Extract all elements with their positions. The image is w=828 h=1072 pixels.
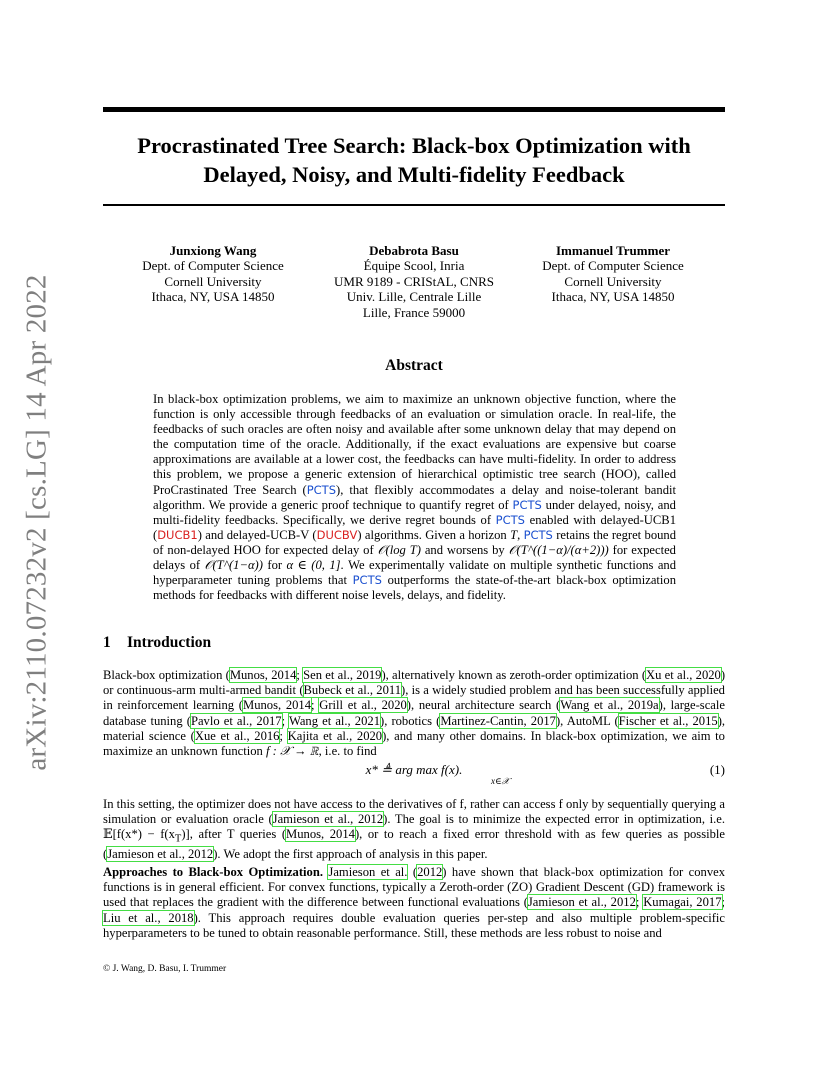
ducb1-link[interactable]: DUCB1: [157, 527, 198, 542]
equation-subscript: x∈𝒳: [491, 776, 510, 786]
citation-link[interactable]: Kajita et al., 2020: [287, 728, 383, 743]
text: In this setting, the optimizer does not have access to the derivatives of f, rather can access f only by sequentially querying a simulation or evaluation oracle (: [103, 797, 725, 827]
citation-link[interactable]: Jamieson et al.: [328, 865, 408, 879]
citation-link[interactable]: Wang et al., 2019a: [560, 698, 659, 713]
citation-link[interactable]: Xue et al., 2016: [194, 728, 280, 743]
pcts-link[interactable]: PCTS: [495, 512, 525, 527]
abstract-heading: Abstract: [385, 357, 443, 374]
text: ), is a widely studied problem and has been successfully applied in reinforcement learning (: [103, 683, 725, 713]
author-2: [309, 243, 519, 320]
author-affiliation: Univ. Lille, Centrale Lille: [346, 289, 482, 305]
title-line-2: Delayed, Noisy, and Multi-fidelity Feedback: [203, 162, 625, 187]
text: ), large-scale database tuning (: [103, 698, 725, 728]
equation-1: [103, 762, 725, 790]
author-affiliation: Dept. of Computer Science: [142, 258, 284, 274]
citation-link[interactable]: 2012: [417, 865, 443, 879]
text: ), that flexibly accommodates a delay and noise-tolerant bandit algorithm. We provide a generic proof technique to quantify regret of: [153, 482, 676, 512]
text: retains the regret bound of non-delayed HOO for expected delay of: [153, 527, 677, 557]
citation-link[interactable]: Bubeck et al., 2011: [303, 683, 401, 698]
text: ). We adopt the first approach of analysis in this paper.: [213, 847, 488, 862]
intro-paragraph-1: [103, 668, 725, 759]
text: outperforms the state-of-the-art black-box optimization methods for feedbacks with different noise levels, delays, and fidelity.: [153, 573, 676, 603]
author-name: Junxiong Wang: [169, 243, 257, 258]
text: ), material science (: [103, 713, 726, 743]
text: ), neural architecture search (: [406, 698, 561, 713]
text: for expected delays of: [153, 542, 676, 573]
text: ), or to reach a fixed error threshold with as few queries as possible (: [103, 827, 725, 862]
text: ;: [279, 728, 288, 743]
author-1: [108, 243, 318, 305]
citation-link[interactable]: Liu et al., 2018: [103, 910, 194, 925]
author-name: Immanuel Trummer: [556, 243, 670, 258]
text: ), and many other domains. In black-box optimization, we aim to maximize an unknown function: [103, 728, 725, 759]
text: under delayed, noisy, and multi-fidelity feedbacks. Specifically, we derive regret bounds of: [153, 497, 676, 527]
text: ) algorithms. Given a horizon: [357, 527, 511, 542]
author-affiliation: Cornell University: [564, 273, 662, 289]
citation-link[interactable]: Munos, 2014: [229, 668, 297, 682]
citation-link[interactable]: Pavlo et al., 2017: [190, 713, 282, 728]
citation-link[interactable]: Jamieson et al., 2012: [527, 895, 636, 910]
author-3: [508, 243, 718, 305]
citation-link[interactable]: Kumagai, 2017: [643, 895, 722, 910]
text: ), AutoML (: [555, 713, 619, 728]
citation-link[interactable]: Jamieson et al., 2012: [272, 812, 384, 827]
author-name: Debabrota Basu: [369, 243, 459, 258]
text: ). This approach requires double evaluation queries per-step and also multiple problem-specific hyperparameters to be tuned to obtain reasonable performance. Still, these methods are less robust to noise and: [103, 910, 725, 940]
pcts-link[interactable]: PCTS: [306, 482, 336, 497]
text: ;: [296, 668, 304, 682]
equation-number: (1): [709, 762, 725, 777]
author-affiliation: Ithaca, NY, USA 14850: [551, 289, 675, 305]
text: and worsens by: [420, 542, 509, 557]
pcts-link[interactable]: PCTS: [523, 527, 553, 542]
section-title: Introduction: [127, 634, 212, 651]
text: ,: [517, 527, 524, 542]
intro-paragraph-3: [103, 865, 725, 941]
author-affiliation: Dept. of Computer Science: [542, 258, 684, 274]
text: ;: [721, 895, 725, 910]
citation-link[interactable]: Sen et al., 2019: [303, 668, 382, 682]
text: ) have shown that black-box optimization for convex functions is in general efficient. For convex functions, typically a Zeroth-order (ZO) Gradient Descent (GD) framework is used that replaces the gradient with the difference between functional evaluations (: [103, 865, 726, 910]
section-heading: [103, 634, 211, 652]
author-affiliation: Cornell University: [164, 273, 262, 289]
text: )], after T queries (: [181, 827, 287, 842]
text: ), robotics (: [380, 713, 441, 728]
title-top-rule: [103, 107, 725, 112]
arxiv-identifier-text: arXiv:2110.07232v2 [cs.LG] 14 Apr 2022: [20, 273, 53, 771]
citation-link[interactable]: Grill et al., 2020: [319, 698, 407, 713]
citation-link[interactable]: Fischer et al., 2015: [618, 713, 718, 728]
citation-link[interactable]: Munos, 2014: [286, 827, 355, 842]
text: enabled with delayed-UCB1 (: [153, 512, 676, 542]
author-affiliation: Lille, France 59000: [362, 304, 466, 320]
intro-paragraph-2: [103, 797, 725, 862]
text: ) or continuous-arm multi-armed bandit (: [103, 668, 726, 698]
text: Black-box optimization (: [103, 668, 230, 682]
arxiv-identifier: [20, 273, 53, 771]
author-affiliation: UMR 9189 - CRIStAL, CNRS: [334, 273, 494, 289]
ducbv-link[interactable]: DUCBV: [316, 527, 358, 542]
math: α ∈ (0, 1]: [286, 558, 341, 573]
citation-link[interactable]: Martinez-Cantin, 2017: [440, 713, 556, 728]
text: for: [262, 558, 287, 573]
author-affiliation: Ithaca, NY, USA 14850: [151, 289, 275, 305]
paper-title: [103, 131, 725, 189]
text: , i.e. to find: [318, 744, 377, 759]
text: ) and delayed-UCB-V (: [197, 527, 317, 542]
title-line-1: Procrastinated Tree Search: Black-box Optimization with: [137, 133, 691, 158]
citation-link[interactable]: Munos, 2014: [243, 698, 312, 713]
text: (: [407, 865, 418, 879]
paragraph-lead: Approaches to Black-box Optimization.: [103, 865, 323, 879]
citation-link[interactable]: Jamieson et al., 2012: [107, 847, 214, 862]
math: f : 𝒳 → ℝ: [265, 744, 319, 759]
math: T: [510, 527, 518, 542]
section-number: 1: [103, 634, 111, 651]
text: ;: [311, 698, 320, 713]
copyright-footer: © J. Wang, D. Basu, I. Trummer: [103, 964, 227, 974]
text: . We experimentally validate on multiple synthetic functions and hyperparameter tuning problems that: [153, 558, 676, 588]
pcts-link[interactable]: PCTS: [352, 573, 382, 588]
math-subscript: T: [174, 833, 182, 845]
math: 𝒪(T^(1−α)): [204, 558, 263, 573]
text: In black-box optimization problems, we aim to maximize an unknown objective function, where the function is only accessible through feedbacks of an evaluation or simulation oracle. In real-life, the feedbacks of such oracles are often noisy and available after some unknown delay that may depend on the computation time of the oracle. Additionally, if the exact evaluations are expensive but coarse approximations are available at a lower cost, the feedbacks can have multi-fidelity. In order to address this problem, we propose a generic extension of hierarchical optimistic tree search (HOO), called ProCrastinated Tree Search (: [153, 392, 676, 497]
citation-link[interactable]: Wang et al., 2021: [288, 713, 380, 728]
equation-body: x* ≜ arg max f(x).: [365, 762, 463, 777]
math: 𝒪(log T): [377, 542, 421, 557]
text: ), alternatively known as zeroth-order optimization (: [381, 668, 647, 682]
text: ). The goal is to minimize the expected error in optimization, i.e. 𝔼[f(x*) − f(x: [103, 812, 726, 842]
math: 𝒪(T^((1−α)/(α+2))): [508, 542, 609, 557]
citation-link[interactable]: Xu et al., 2020: [646, 668, 721, 682]
title-bottom-rule: [103, 204, 725, 206]
text: ;: [281, 713, 289, 728]
abstract-body: [153, 392, 676, 603]
pcts-link[interactable]: PCTS: [512, 497, 542, 512]
text: ;: [635, 895, 644, 910]
author-affiliation: Équipe Scool, Inria: [363, 258, 465, 274]
